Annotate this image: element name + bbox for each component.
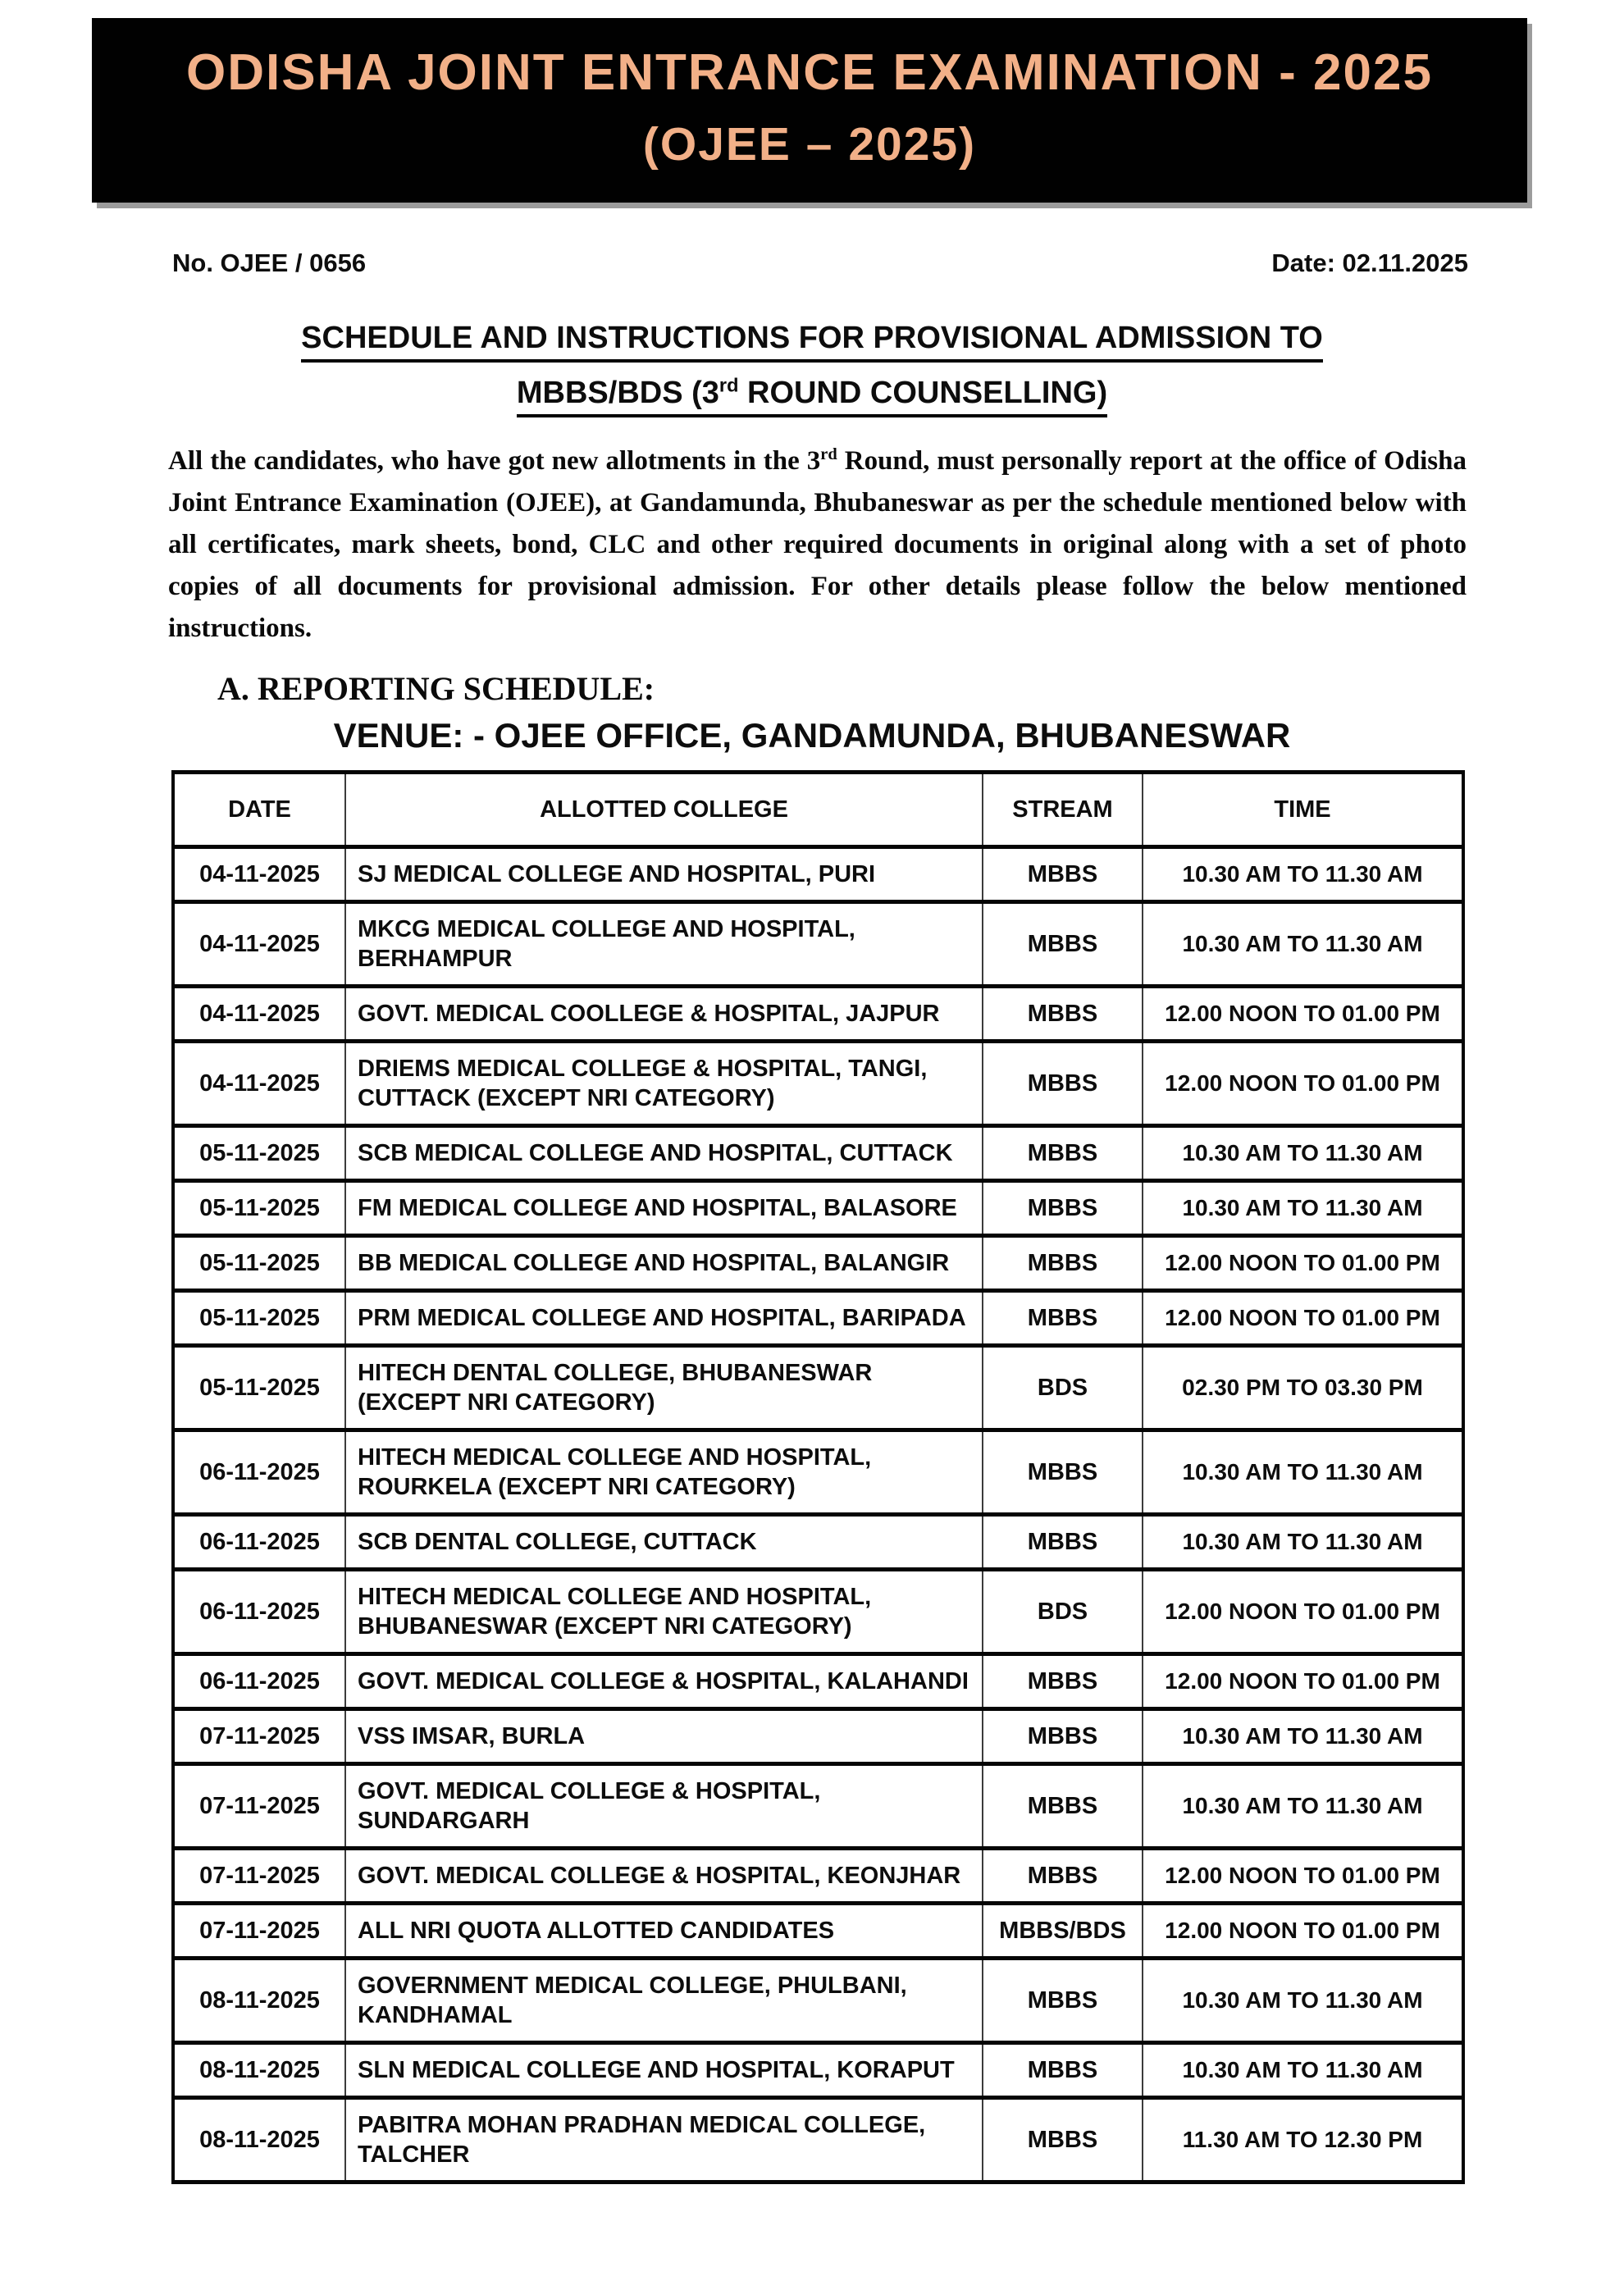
heading-line2-pre: MBBS/BDS (3: [516, 375, 719, 410]
cell-stream: MBBS: [983, 1041, 1143, 1125]
cell-college: HITECH MEDICAL COLLEGE AND HOSPITAL, BHUBANESWAR (EXCEPT NRI CATEGORY): [345, 1569, 983, 1653]
cell-stream: MBBS: [983, 846, 1143, 901]
cell-college: ALL NRI QUOTA ALLOTTED CANDIDATES: [345, 1903, 983, 1958]
cell-date: 05-11-2025: [173, 1345, 345, 1430]
cell-college: GOVT. MEDICAL COLLEGE & HOSPITAL, SUNDARGARH: [345, 1763, 983, 1848]
cell-stream: MBBS: [983, 1763, 1143, 1848]
schedule-table: [171, 770, 1465, 2184]
issue-date: Date: 02.11.2025: [1271, 248, 1468, 277]
table-row: [173, 1569, 1463, 1653]
cell-time: 12.00 NOON TO 01.00 PM: [1143, 1290, 1463, 1345]
notice-heading-line2: [0, 374, 1624, 417]
cell-time: 10.30 AM TO 11.30 AM: [1143, 1958, 1463, 2042]
cell-time: 02.30 PM TO 03.30 PM: [1143, 1345, 1463, 1430]
banner: [92, 18, 1527, 203]
banner-title-line1: ODISHA JOINT ENTRANCE EXAMINATION - 2025: [186, 44, 1433, 101]
cell-time: 10.30 AM TO 11.30 AM: [1143, 1430, 1463, 1514]
table-row: [173, 1653, 1463, 1708]
cell-date: 05-11-2025: [173, 1290, 345, 1345]
banner-title-line2: (OJEE – 2025): [642, 118, 977, 171]
cell-date: 04-11-2025: [173, 986, 345, 1041]
cell-stream: MBBS: [983, 1708, 1143, 1763]
cell-time: 10.30 AM TO 11.30 AM: [1143, 846, 1463, 901]
cell-college: GOVERNMENT MEDICAL COLLEGE, PHULBANI, KANDHAMAL: [345, 1958, 983, 2042]
table-row: [173, 1235, 1463, 1290]
heading-line2-post: ROUND COUNSELLING): [738, 375, 1108, 410]
cell-date: 07-11-2025: [173, 1763, 345, 1848]
cell-college: SJ MEDICAL COLLEGE AND HOSPITAL, PURI: [345, 846, 983, 901]
table-row: [173, 1345, 1463, 1430]
header-date: DATE: [173, 772, 345, 846]
intro-sup: rd: [820, 445, 837, 463]
cell-date: 08-11-2025: [173, 2097, 345, 2182]
cell-time: 12.00 NOON TO 01.00 PM: [1143, 1235, 1463, 1290]
cell-date: 07-11-2025: [173, 1708, 345, 1763]
cell-time: 10.30 AM TO 11.30 AM: [1143, 1514, 1463, 1569]
cell-stream: BDS: [983, 1569, 1143, 1653]
cell-college: GOVT. MEDICAL COLLEGE & HOSPITAL, KEONJHAR: [345, 1848, 983, 1903]
notice-heading: [0, 322, 1624, 417]
cell-time: 10.30 AM TO 11.30 AM: [1143, 1180, 1463, 1235]
table-row: [173, 1041, 1463, 1125]
cell-stream: BDS: [983, 1345, 1143, 1430]
cell-college: SCB DENTAL COLLEGE, CUTTACK: [345, 1514, 983, 1569]
cell-date: 05-11-2025: [173, 1125, 345, 1180]
schedule-table-body: [173, 846, 1463, 2182]
notice-heading-line2-text: [516, 374, 1108, 417]
table-row: [173, 1708, 1463, 1763]
cell-college: MKCG MEDICAL COLLEGE AND HOSPITAL, BERHAMPUR: [345, 901, 983, 986]
cell-date: 08-11-2025: [173, 1958, 345, 2042]
intro-paragraph: [168, 440, 1467, 650]
heading-line2-sup: rd: [718, 374, 739, 396]
cell-college: GOVT. MEDICAL COOLLEGE & HOSPITAL, JAJPUR: [345, 986, 983, 1041]
cell-stream: MBBS: [983, 2097, 1143, 2182]
cell-date: 06-11-2025: [173, 1569, 345, 1653]
cell-stream: MBBS: [983, 1290, 1143, 1345]
cell-time: 10.30 AM TO 11.30 AM: [1143, 1708, 1463, 1763]
cell-college: PRM MEDICAL COLLEGE AND HOSPITAL, BARIPADA: [345, 1290, 983, 1345]
table-row: [173, 901, 1463, 986]
table-row: [173, 1125, 1463, 1180]
table-row: [173, 986, 1463, 1041]
cell-college: HITECH MEDICAL COLLEGE AND HOSPITAL, ROURKELA (EXCEPT NRI CATEGORY): [345, 1430, 983, 1514]
header-row: [173, 772, 1463, 846]
table-row: [173, 1514, 1463, 1569]
header-stream: STREAM: [983, 772, 1143, 846]
cell-time: 12.00 NOON TO 01.00 PM: [1143, 1041, 1463, 1125]
section-label: A. REPORTING SCHEDULE:: [217, 669, 655, 707]
cell-time: 12.00 NOON TO 01.00 PM: [1143, 1653, 1463, 1708]
cell-time: 10.30 AM TO 11.30 AM: [1143, 1125, 1463, 1180]
cell-date: 04-11-2025: [173, 1041, 345, 1125]
cell-date: 04-11-2025: [173, 901, 345, 986]
cell-stream: MBBS: [983, 1514, 1143, 1569]
table-row: [173, 1903, 1463, 1958]
cell-date: 06-11-2025: [173, 1430, 345, 1514]
cell-date: 07-11-2025: [173, 1848, 345, 1903]
cell-date: 06-11-2025: [173, 1653, 345, 1708]
cell-college: BB MEDICAL COLLEGE AND HOSPITAL, BALANGIR: [345, 1235, 983, 1290]
ref-number: No. OJEE / 0656: [172, 248, 367, 277]
table-row: [173, 1290, 1463, 1345]
intro-post: Round, must personally report at the office of Odisha Joint Entrance Examination (OJEE), at Gandamunda, Bhubaneswar as per the schedule mentioned below with all certificates, mark sheets, bond, CLC and other required documents in original along with a set of photo copies of all documents for provisional admission. For other details please follow the below mentioned instructions.: [168, 445, 1467, 643]
intro-pre: All the candidates, who have got new allotments in the 3: [168, 445, 821, 476]
table-row: [173, 1848, 1463, 1903]
cell-date: 08-11-2025: [173, 2042, 345, 2097]
cell-time: 12.00 NOON TO 01.00 PM: [1143, 1569, 1463, 1653]
cell-college: HITECH DENTAL COLLEGE, BHUBANESWAR (EXCEPT NRI CATEGORY): [345, 1345, 983, 1430]
venue-line: VENUE: - OJEE OFFICE, GANDAMUNDA, BHUBANESWAR: [333, 715, 1291, 755]
cell-date: 07-11-2025: [173, 1903, 345, 1958]
cell-stream: MBBS: [983, 1848, 1143, 1903]
cell-date: 05-11-2025: [173, 1235, 345, 1290]
cell-time: 10.30 AM TO 11.30 AM: [1143, 1763, 1463, 1848]
cell-time: 12.00 NOON TO 01.00 PM: [1143, 1903, 1463, 1958]
cell-college: GOVT. MEDICAL COLLEGE & HOSPITAL, KALAHANDI: [345, 1653, 983, 1708]
cell-college: DRIEMS MEDICAL COLLEGE & HOSPITAL, TANGI, CUTTACK (EXCEPT NRI CATEGORY): [345, 1041, 983, 1125]
cell-stream: MBBS: [983, 901, 1143, 986]
table-row: [173, 1180, 1463, 1235]
cell-time: 10.30 AM TO 11.30 AM: [1143, 901, 1463, 986]
cell-stream: MBBS: [983, 1235, 1143, 1290]
table-row: [173, 2042, 1463, 2097]
cell-date: 06-11-2025: [173, 1514, 345, 1569]
cell-stream: MBBS: [983, 1958, 1143, 2042]
cell-date: 05-11-2025: [173, 1180, 345, 1235]
header-time: TIME: [1143, 772, 1463, 846]
cell-college: PABITRA MOHAN PRADHAN MEDICAL COLLEGE, TALCHER: [345, 2097, 983, 2182]
header-college: ALLOTTED COLLEGE: [345, 772, 983, 846]
cell-time: 10.30 AM TO 11.30 AM: [1143, 2042, 1463, 2097]
cell-stream: MBBS: [983, 2042, 1143, 2097]
cell-time: 11.30 AM TO 12.30 PM: [1143, 2097, 1463, 2182]
cell-time: 12.00 NOON TO 01.00 PM: [1143, 1848, 1463, 1903]
cell-stream: MBBS: [983, 1180, 1143, 1235]
cell-college: SLN MEDICAL COLLEGE AND HOSPITAL, KORAPUT: [345, 2042, 983, 2097]
table-row: [173, 1763, 1463, 1848]
cell-date: 04-11-2025: [173, 846, 345, 901]
cell-stream: MBBS: [983, 1430, 1143, 1514]
cell-stream: MBBS: [983, 1125, 1143, 1180]
cell-stream: MBBS: [983, 986, 1143, 1041]
table-row: [173, 846, 1463, 901]
cell-college: FM MEDICAL COLLEGE AND HOSPITAL, BALASORE: [345, 1180, 983, 1235]
notice-heading-line1: SCHEDULE AND INSTRUCTIONS FOR PROVISIONAL ADMISSION TO: [301, 322, 1323, 363]
cell-college: VSS IMSAR, BURLA: [345, 1708, 983, 1763]
table-row: [173, 1430, 1463, 1514]
table-row: [173, 1958, 1463, 2042]
cell-stream: MBBS/BDS: [983, 1903, 1143, 1958]
schedule-table-head: [173, 772, 1463, 846]
table-row: [173, 2097, 1463, 2182]
meta-row: [172, 249, 1468, 278]
cell-college: SCB MEDICAL COLLEGE AND HOSPITAL, CUTTACK: [345, 1125, 983, 1180]
cell-time: 12.00 NOON TO 01.00 PM: [1143, 986, 1463, 1041]
cell-stream: MBBS: [983, 1653, 1143, 1708]
